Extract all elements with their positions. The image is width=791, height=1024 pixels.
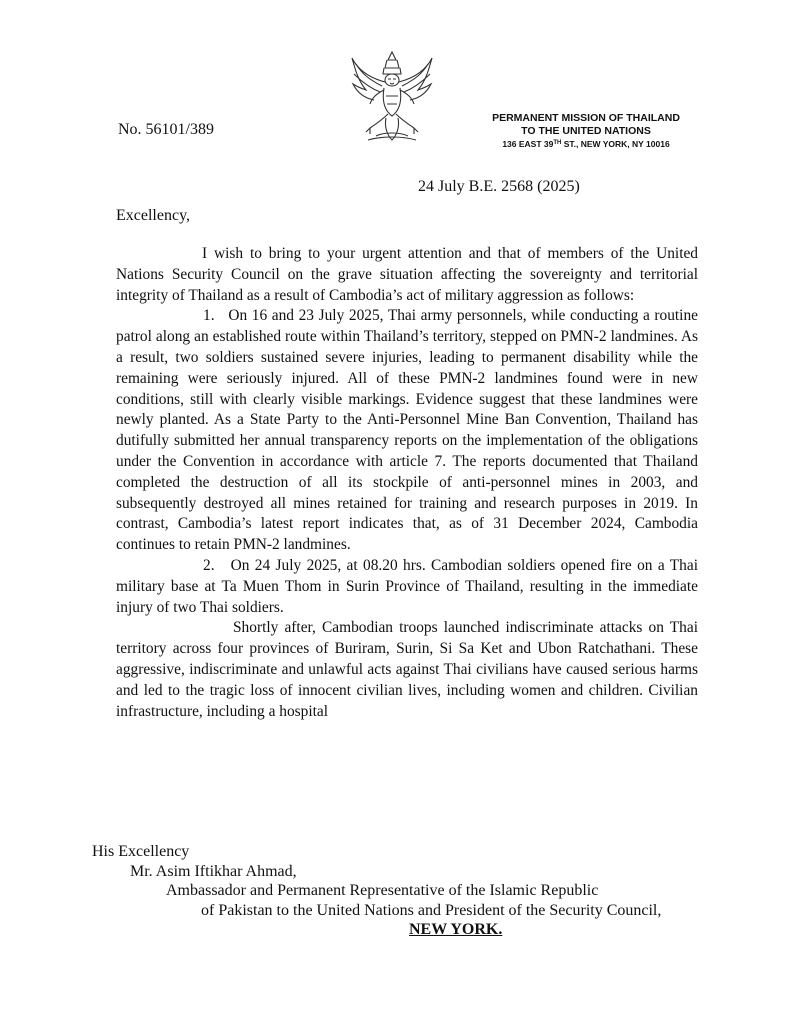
paragraph-continuation: Shortly after, Cambodian troops launched indiscriminate attacks on Thai territory across four provinces of Buriram, Surin, Si Sa Ket and Ubon Ratchathani. These aggressive, indiscriminate and unlawful acts against Thai civilians have caused serious harms and led to the tragic loss of innocent civilian lives, including women and children. Civilian infrastructure, including a hospital: [116, 619, 698, 720]
mission-address: 136 EAST 39TH ST., NEW YORK, NY 10016: [502, 139, 670, 149]
paragraph-intro: I wish to bring to your urgent attention and that of members of the United Nations Security Council on the grave situation affecting the sovereignty and territorial integrity of Thailand as a result of Cambodia’s act of military aggression as follows:: [116, 245, 698, 304]
salutation: Excellency,: [116, 207, 191, 224]
mission-affiliation: TO THE UNITED NATIONS: [521, 124, 651, 137]
garuda-emblem-icon: [348, 50, 436, 142]
addressee-title: His Excellency: [92, 843, 190, 860]
paragraph-item-1: 1. On 16 and 23 July 2025, Thai army personnels, while conducting a routine patrol along an established route within Thailand’s territory, stepped on PMN-2 landmines. As a result, two soldiers sustained severe injuries, leading to permanent disability while the remaining were seriously injured. All of these PMN-2 landmines found were in new conditions, still with clearly visible markings. Evidence suggest that these landmines were newly planted. As a State Party to the Anti-Personnel Mine Ban Convention, Thailand has dutifully submitted her annual transparency reports on the implementation of the obligations under the Convention in accordance with article 7. The reports documented that Thailand completed the destruction of all its stockpile of anti-personnel mines in 2003, and subsequently destroyed all mines retained for training and research purposes in 2019. In contrast, Cambodia’s latest report indicates that, as of 31 December 2024, Cambodia continues to retain PMN-2 landmines.: [116, 307, 698, 554]
addressee-city: NEW YORK.: [409, 921, 503, 938]
letter-date: 24 July B.E. 2568 (2025): [418, 178, 580, 195]
mission-name: PERMANENT MISSION OF THAILAND: [492, 112, 680, 124]
mission-letterhead: [436, 112, 736, 151]
addressee-name: Mr. Asim Iftikhar Ahmad,: [130, 862, 297, 880]
addressee-position-cont: of Pakistan to the United Nations and President of the Security Council,: [201, 901, 662, 919]
reference-number: No. 56101/389: [118, 121, 214, 138]
addressee-position: Ambassador and Permanent Representative of the Islamic Republic: [166, 882, 599, 899]
paragraph-item-2: 2. On 24 July 2025, at 08.20 hrs. Cambodian soldiers opened fire on a Thai military base at Ta Muen Thom in Surin Province of Thailand, resulting in the immediate injury of two Thai soldiers.: [116, 556, 698, 616]
addressee-block: [92, 842, 661, 940]
letter-body: [116, 244, 698, 722]
